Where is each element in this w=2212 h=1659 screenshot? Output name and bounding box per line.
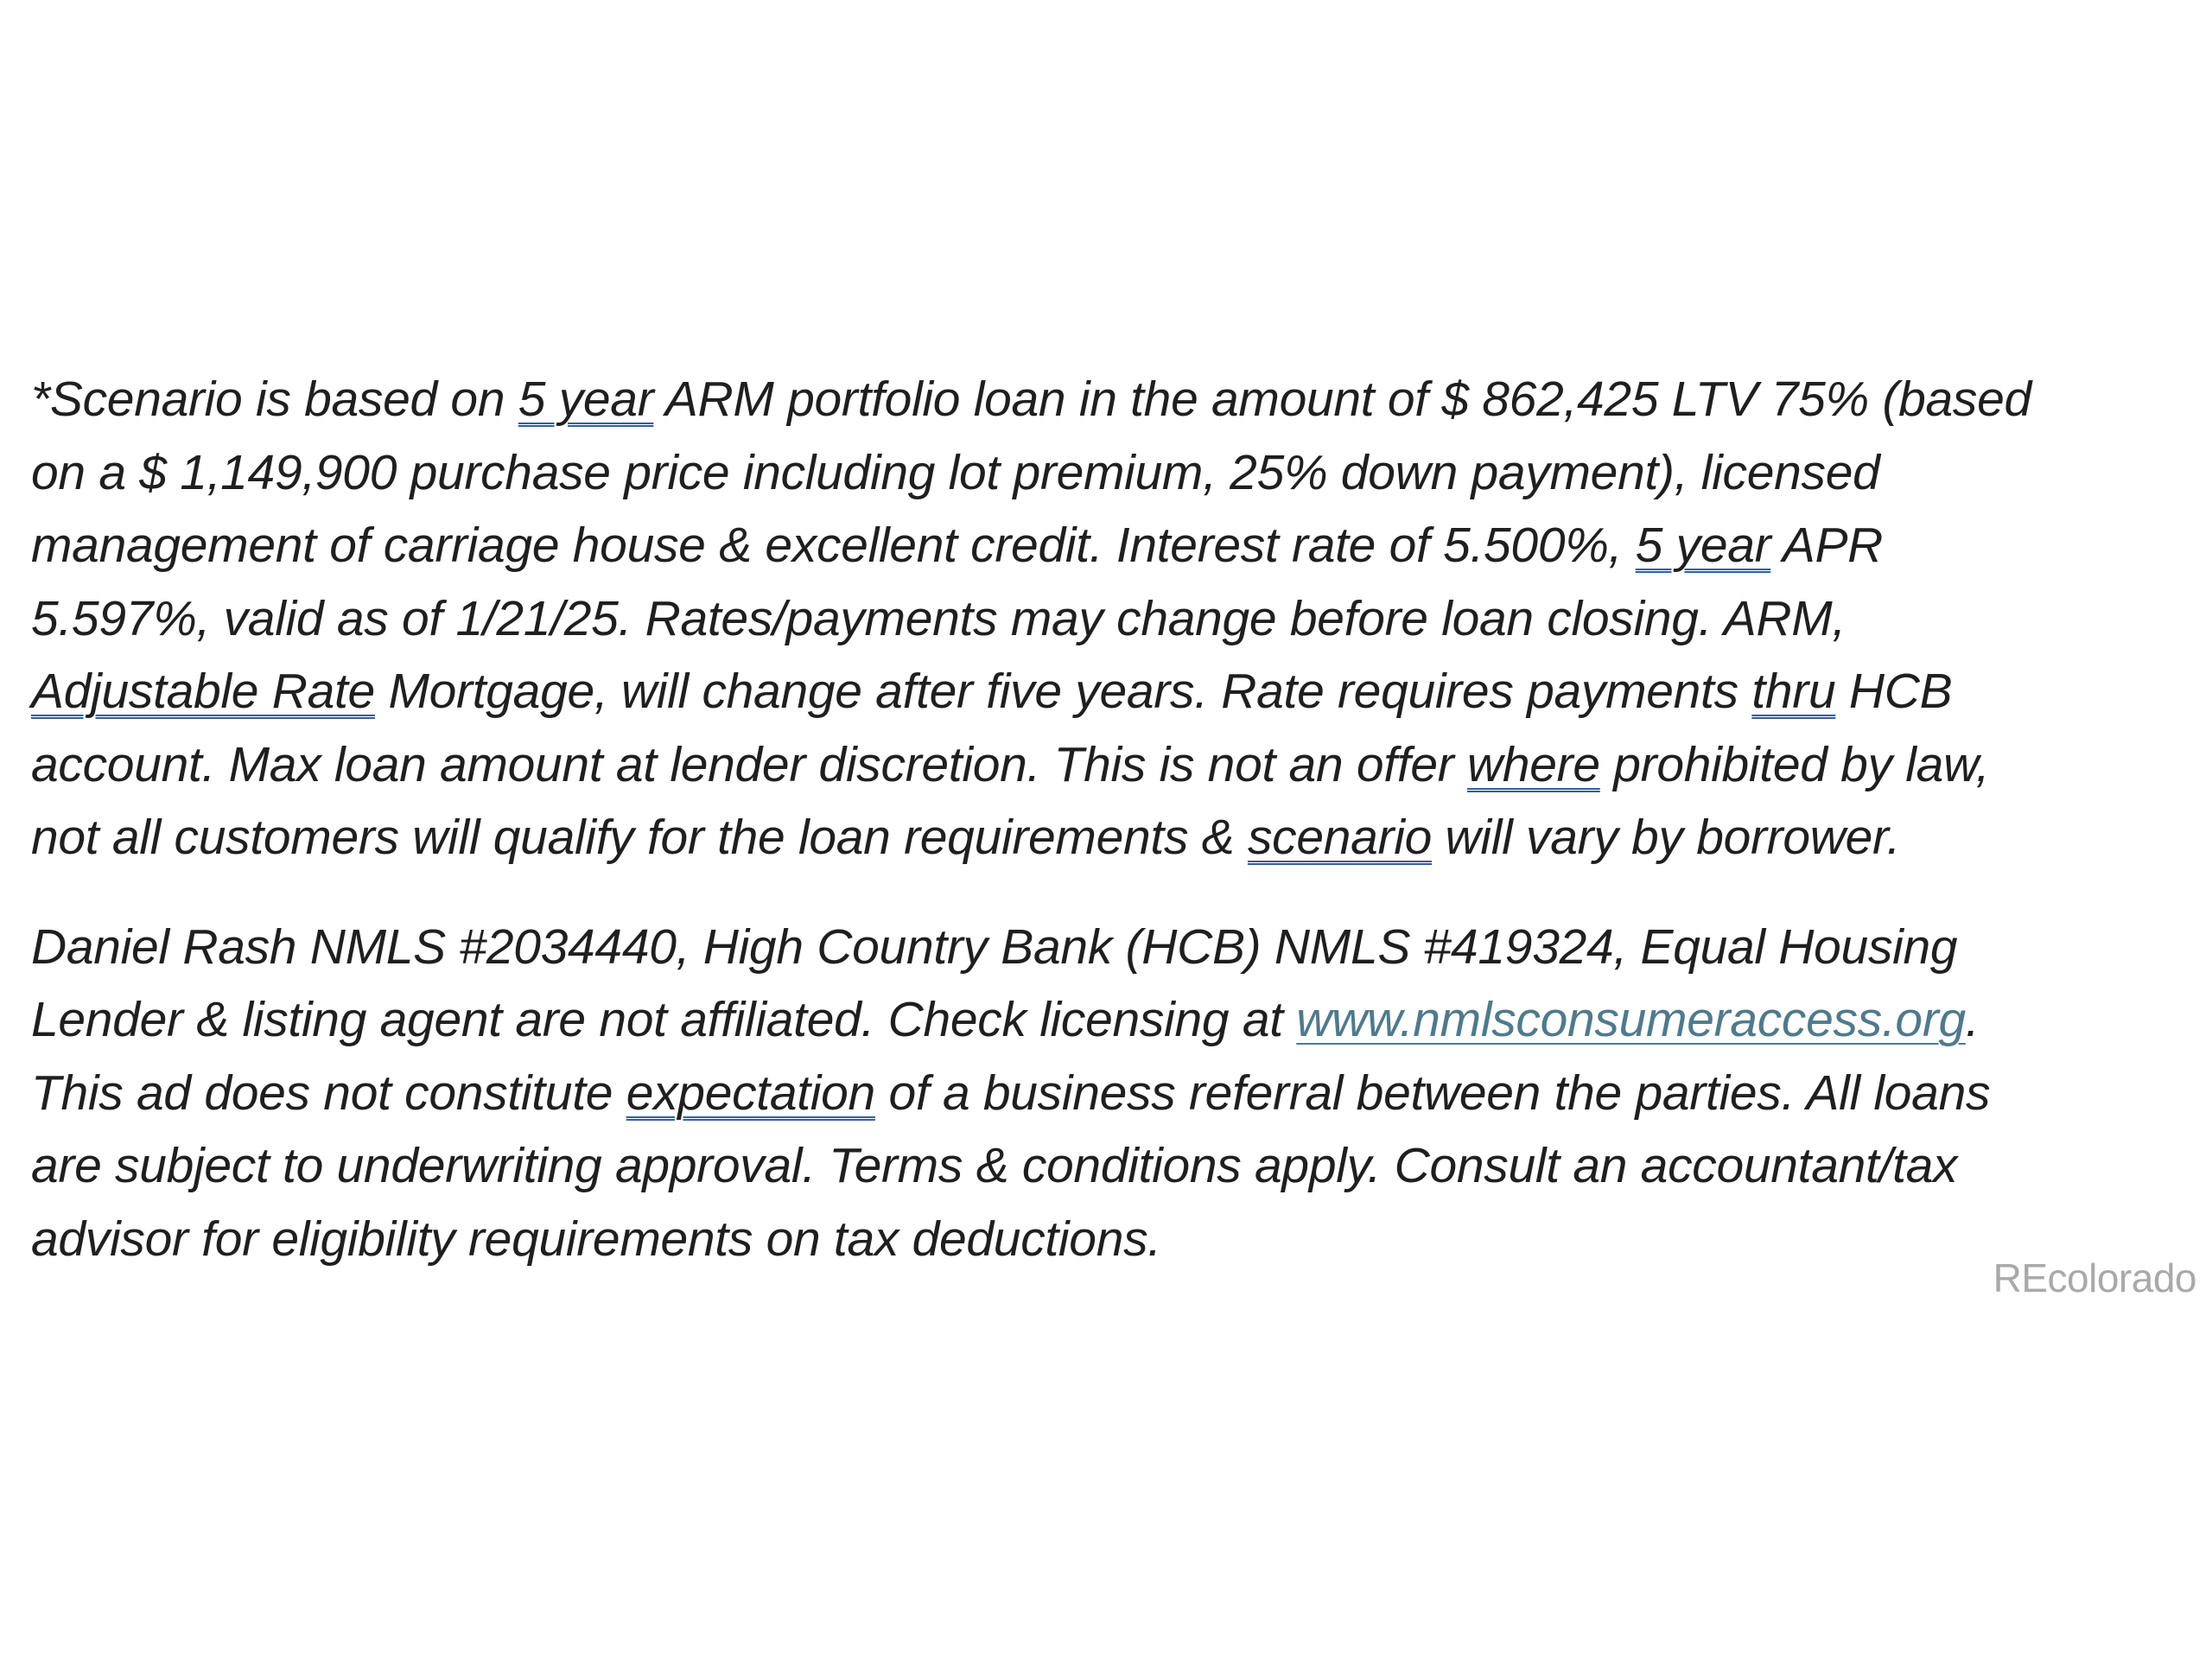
text-run: HCB: [1835, 664, 1953, 719]
underlined-term: thru: [1751, 664, 1836, 719]
text-run: will vary by borrower.: [1432, 810, 1901, 865]
text-line: [31, 436, 2191, 510]
text-run: Lender & listing agent are not affiliated. Check licensing at: [31, 992, 1297, 1047]
text-line: [31, 582, 2191, 656]
text-run: ARM portfolio loan in the amount of $ 862,425 LTV 75% (based: [653, 372, 2031, 427]
text-run: This ad does not constitute: [31, 1065, 626, 1121]
underlined-term: expectation: [626, 1065, 875, 1121]
lender-disclosure-paragraph: [31, 911, 2191, 1276]
text-run: Daniel Rash NMLS #2034440, High Country Bank (HCB) NMLS #419324, Equal Housing: [31, 918, 1958, 975]
disclosure-document: [31, 363, 2191, 1275]
text-run: not all customers will qualify for the loan requirements &: [31, 810, 1248, 865]
text-line: [31, 1203, 2191, 1276]
text-line: [31, 1057, 2191, 1130]
text-run: management of carriage house & excellent credit. Interest rate of 5.500%,: [31, 518, 1636, 573]
text-run: APR: [1770, 518, 1884, 573]
text-run: advisor for eligibility requirements on tax deductions.: [31, 1211, 1161, 1267]
text-line: [31, 801, 2191, 874]
text-line: [31, 655, 2191, 728]
text-run: 5.597%, valid as of 1/21/25. Rates/payments may change before loan closing. ARM,: [31, 590, 1846, 646]
underlined-term: Adjustable Rate: [31, 664, 375, 719]
text-line: [31, 363, 2191, 436]
text-line: [31, 1129, 2191, 1203]
text-run: prohibited by law,: [1599, 736, 1990, 792]
text-run: *Scenario is based on: [31, 372, 518, 427]
text-line: [31, 728, 2191, 802]
underlined-term: scenario: [1247, 810, 1433, 865]
text-run: on a $ 1,149,900 purchase price including lot premium, 25% down payment), licensed: [31, 444, 1880, 500]
underlined-term: 5 year: [1635, 518, 1771, 573]
nmls-consumer-access-link[interactable]: www.nmlsconsumeraccess.org: [1296, 992, 1966, 1047]
text-line: [31, 983, 2191, 1057]
loan-scenario-paragraph: [31, 363, 2191, 874]
text-run: Mortgage, will change after five years. Rate requires payments: [374, 664, 1752, 719]
text-run: are subject to underwriting approval. Terms & conditions apply. Consult an accountant/tax: [31, 1138, 1958, 1193]
text-run: account. Max loan amount at lender discretion. This is not an offer: [31, 736, 1467, 792]
underlined-term: 5 year: [518, 372, 654, 427]
recolorado-watermark: REcolorado: [1993, 1255, 2196, 1300]
text-line: [31, 911, 2191, 984]
text-line: [31, 509, 2191, 582]
text-run: .: [1965, 992, 1980, 1047]
underlined-term: where: [1467, 736, 1600, 792]
text-run: of a business referral between the parties. All loans: [874, 1065, 1991, 1121]
